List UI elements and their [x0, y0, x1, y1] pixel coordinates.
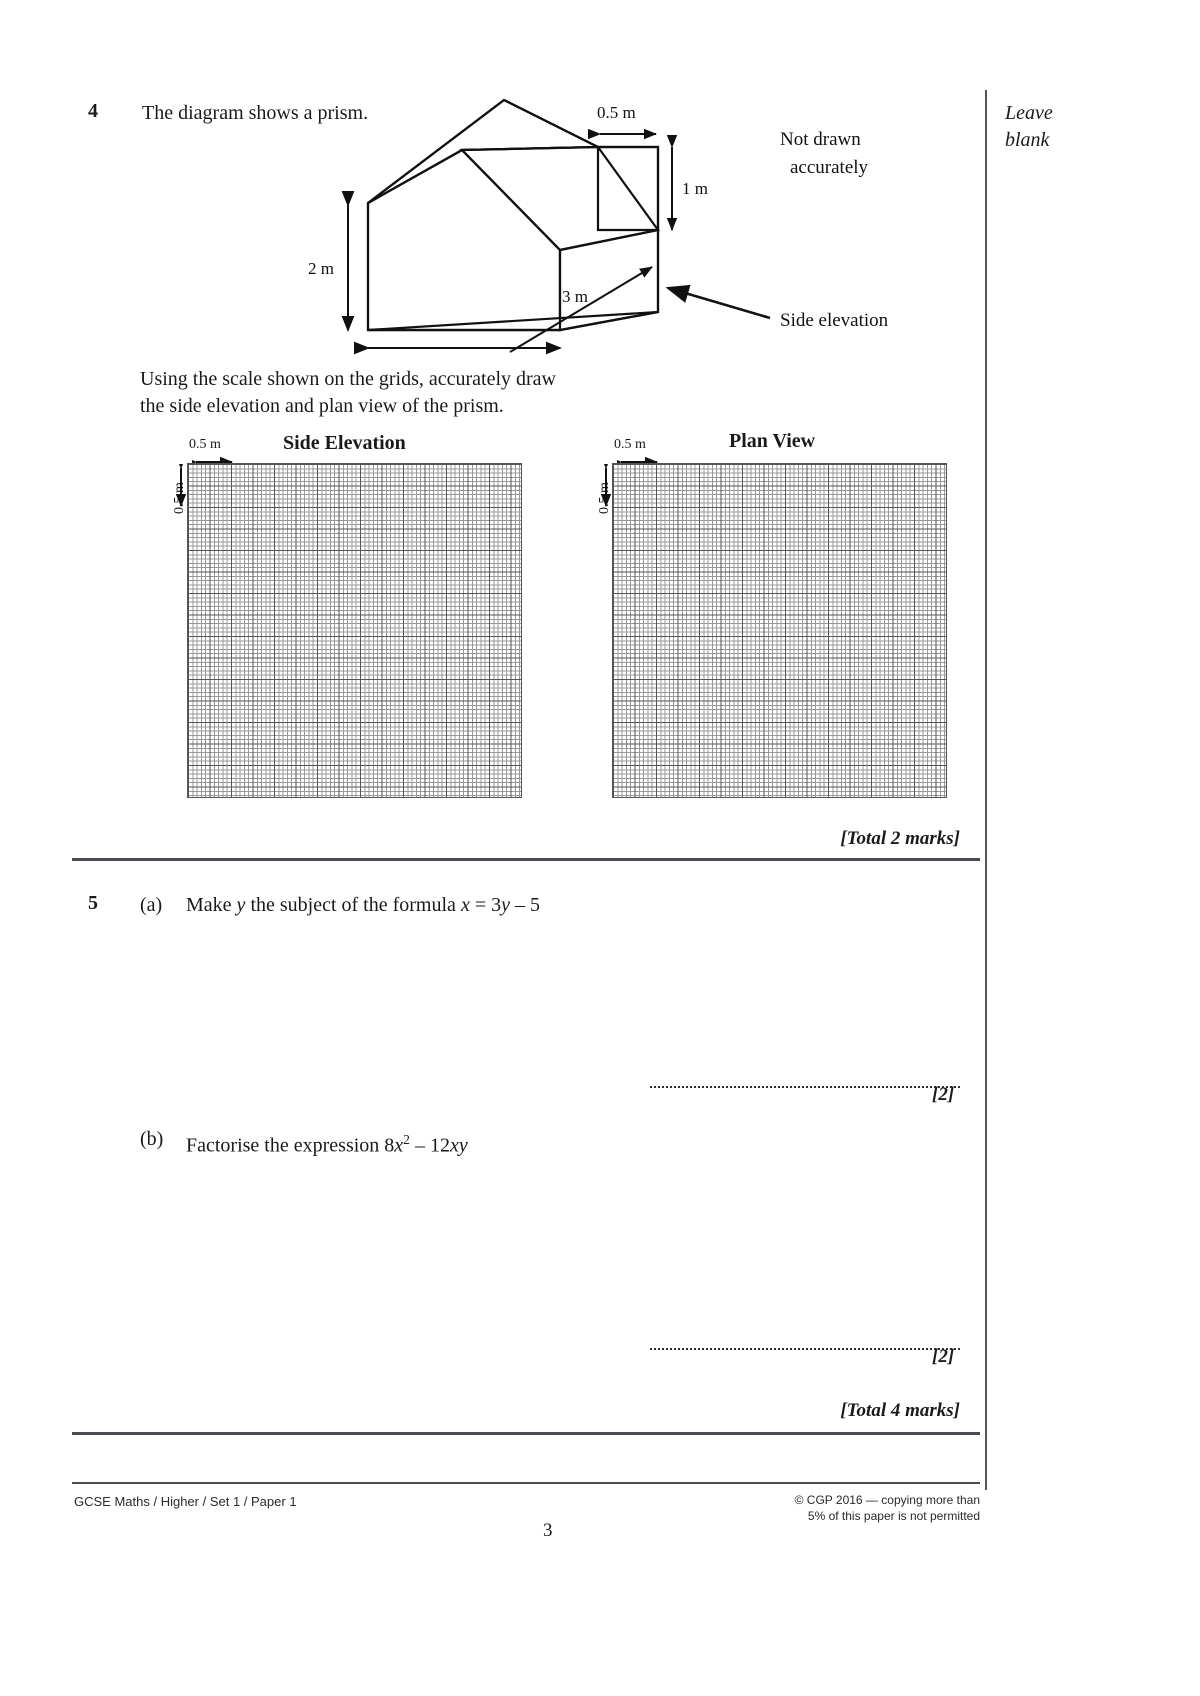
q5b-exponent: 2 [403, 1132, 410, 1147]
side-elevation-scale-v-arrow [175, 464, 187, 510]
leave-blank-line-1: Leave [1005, 102, 1053, 124]
footer-copyright-line-2: 5% of this paper is not permitted [807, 1509, 980, 1523]
not-drawn-line-1: Not drawn [780, 129, 861, 150]
side-elevation-arrow [668, 288, 770, 318]
question-4-number: 4 [88, 100, 98, 122]
q5b-var-x: x [394, 1134, 404, 1157]
leave-blank-label [1005, 100, 1053, 154]
instruction-line-2: the side elevation and plan view of the prism. [140, 395, 504, 417]
not-drawn-line-2: accurately [790, 157, 869, 178]
q5b-var-xy: xy [449, 1134, 468, 1157]
q5a-var-y: y [236, 894, 246, 916]
question-5b-label: (b) [140, 1128, 164, 1150]
q5a-formula-tail: – 5 [510, 894, 540, 916]
footer-paper-reference: GCSE Maths / Higher / Set 1 / Paper 1 [74, 1494, 297, 1509]
q5a-formula-eq: = 3 [469, 894, 502, 916]
prism-diagram [300, 90, 920, 365]
question-5a-label: (a) [140, 894, 163, 916]
plan-view-scale-v-label: 0.5 m [597, 482, 612, 514]
dim-height-2m-label: 2 m [308, 259, 334, 278]
question-4-prompt: The diagram shows a prism. [142, 102, 369, 124]
side-elevation-scale-h-label: 0.5 m [189, 437, 221, 452]
page-number: 3 [543, 1520, 553, 1541]
question-5a-text [186, 892, 540, 919]
footer-copyright-line-1: © CGP 2016 — copying more than [794, 1493, 980, 1507]
dim-depth-3m-label: 3 m [562, 287, 588, 306]
question-5a-marks: [2] [932, 1084, 955, 1105]
question-5-number: 5 [88, 892, 98, 914]
question-5b-marks: [2] [932, 1346, 955, 1367]
plan-view-scale-v-arrow [600, 464, 612, 510]
question-5-total-marks: [Total 4 marks] [840, 1400, 960, 1421]
section-divider-2 [72, 1432, 980, 1435]
side-elevation-grid[interactable] [187, 463, 522, 798]
side-elevation-title: Side Elevation [283, 432, 406, 454]
dim-top-05m-label: 0.5 m [597, 103, 636, 122]
margin-divider [985, 90, 987, 1490]
plan-view-title: Plan View [729, 430, 816, 452]
instruction-line-1: Using the scale shown on the grids, accurately draw [140, 368, 556, 390]
question-5b-text [186, 1126, 468, 1160]
q5b-text-middle: – 12 [409, 1134, 450, 1157]
answer-line-5b[interactable] [650, 1348, 960, 1350]
side-elevation-callout-label: Side elevation [780, 310, 889, 331]
q5a-formula-x: x [460, 894, 470, 916]
q5a-formula-y: y [501, 894, 510, 916]
section-divider-1 [72, 858, 980, 861]
q5a-text-before: Make [186, 894, 237, 916]
q5b-text-before: Factorise the expression 8 [186, 1134, 395, 1157]
side-elevation-scale-v-label: 0.5 m [172, 482, 187, 514]
plan-view-scale-h-label: 0.5 m [614, 437, 646, 452]
answer-line-5a[interactable] [650, 1086, 960, 1088]
leave-blank-line-2: blank [1005, 129, 1050, 151]
dim-width-2m-label [445, 357, 471, 360]
plan-view-grid[interactable] [612, 463, 947, 798]
dim-right-1m-label: 1 m [682, 179, 708, 198]
q5a-text-middle: the subject of the formula [245, 894, 461, 916]
footer-copyright [680, 1492, 980, 1524]
footer-divider [72, 1482, 980, 1484]
question-4-instructions [140, 366, 680, 420]
question-4-total-marks: [Total 2 marks] [840, 828, 960, 849]
